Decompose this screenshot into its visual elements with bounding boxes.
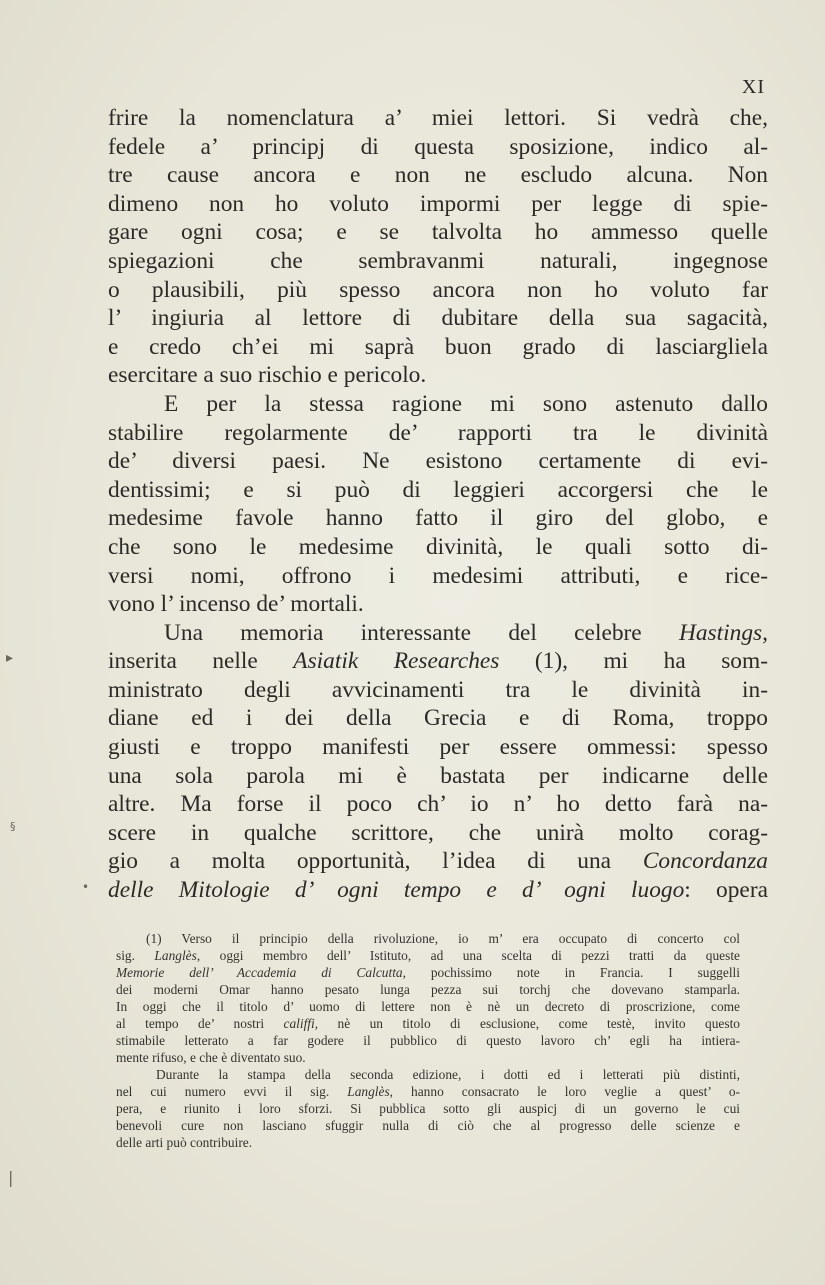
text-line: Una memoria interessante del celebre Hastings,	[164, 619, 768, 646]
margin-mark-icon: |	[8, 1168, 14, 1187]
main-text-block	[108, 104, 768, 905]
text-line: ministrato degli avvicinamenti tra le divinità in-	[108, 676, 768, 703]
footnote-line: benevoli cure non lasciano sfuggir nulla di ciò che al progresso delle scienze e	[116, 1118, 740, 1133]
footnote-line: nel cui numero evvi il sig. Langlès, hanno consacrato le loro veglie a quest’ o-	[116, 1084, 740, 1099]
footnote-line: delle arti può contribuire.	[116, 1135, 253, 1150]
text-line: versi nomi, offrono i medesimi attributi, e rice-	[108, 562, 768, 589]
footnote-line: sig. Langlès, oggi membro dell’ Istituto, ad una scelta di pezzi tratti da queste	[116, 948, 740, 963]
text-line: vono l’ incenso de’ mortali.	[108, 591, 364, 618]
text-line: medesime favole hanno fatto il giro del globo, e	[108, 505, 768, 532]
text-line: che sono le medesime divinità, le quali sotto di-	[108, 533, 768, 560]
footnote-line: mente rifuso, e che è diventato suo.	[116, 1050, 306, 1065]
italic-text: Langlès	[347, 1084, 390, 1099]
text-line: una sola parola mi è bastata per indicarne delle	[108, 762, 768, 789]
text-line: dimeno non ho voluto impormi per legge di spie-	[108, 190, 768, 217]
footnote-line: In oggi che il titolo d’ uomo di lettere non è nè un decreto di proscrizione, come	[116, 999, 740, 1014]
ink-dot-icon: •	[82, 880, 90, 894]
text-line: stabilire regolarmente de’ rapporti tra le divinità	[108, 419, 768, 446]
text-line: o plausibili, più spesso ancora non ho voluto far	[108, 276, 768, 303]
text-line: altre. Ma forse il poco ch’ io n’ ho detto farà na-	[108, 791, 768, 818]
italic-text: califfi	[283, 1016, 315, 1031]
italic-text: Asiatik Researches	[293, 648, 500, 675]
margin-mark-icon: §	[10, 820, 16, 833]
italic-text: delle Mitologie d’ ogni tempo e d’ ogni luogo	[108, 877, 685, 904]
text-line: diane ed i dei della Grecia e di Roma, troppo	[108, 705, 768, 732]
page-number: XI	[741, 76, 765, 98]
text-line: fedele a’ principj di questa sposizione, indico al-	[108, 133, 768, 160]
text-line: giusti e troppo manifesti per essere ommessi: spesso	[108, 734, 768, 761]
footnote-line: pera, e riunito i loro sforzi. Si pubblica sotto gli auspicj di un governo le cui	[116, 1101, 740, 1116]
text-line: gio a molta opportunità, l’idea di una Concordanza	[108, 848, 768, 875]
text-line: frire la nomenclatura a’ miei lettori. Si vedrà che,	[108, 105, 768, 131]
footnote-line: dei moderni Omar hanno pesato lunga pezza sui torchj che dovevano stamparla.	[116, 982, 740, 997]
text-line: tre cause ancora e non ne escludo alcuna. Non	[108, 162, 768, 189]
italic-text: Hastings,	[678, 619, 768, 646]
italic-text: Memorie dell’ Accademia di Calcutta	[116, 965, 403, 980]
text-line: l’ ingiuria al lettore di dubitare della sua sagacità,	[108, 305, 768, 332]
footnotes-block	[116, 930, 740, 1151]
footnote-line: (1) Verso il principio della rivoluzione, io m’ era occupato di concerto col	[146, 931, 740, 946]
italic-text: Concordanza	[642, 848, 768, 875]
text-line: dentissimi; e si può di leggieri accorgersi che le	[108, 476, 768, 503]
text-line: inserita nelle Asiatik Researches (1), mi ha som-	[108, 648, 768, 675]
margin-mark-icon: ▸	[6, 650, 14, 666]
text-line: scere in qualche scrittore, che unirà molto corag-	[108, 819, 768, 846]
text-line: E per la stessa ragione mi sono astenuto dallo	[164, 390, 768, 417]
text-line: spiegazioni che sembravanmi naturali, ingegnose	[108, 247, 768, 274]
italic-text: Langlès	[154, 948, 197, 963]
footnote-line: al tempo de’ nostri califfi, nè un titolo di esclusione, come testè, invito questo	[116, 1016, 740, 1031]
text-line: e credo ch’ei mi saprà buon grado di lasciargliela	[108, 333, 768, 360]
footnote-line: Memorie dell’ Accademia di Calcutta, pochissimo note in Francia. I suggelli	[116, 965, 740, 980]
text-line: gare ogni cosa; e se talvolta ho ammesso quelle	[108, 219, 768, 246]
text-line: de’ diversi paesi. Ne esistono certamente di evi-	[108, 448, 768, 475]
footnote-line: Durante la stampa della seconda edizione, i dotti ed i letterati più distinti,	[156, 1067, 740, 1082]
footnote-line: stimabile letterato a far godere il pubblico di questo lavoro ch’ egli ha intiera-	[116, 1033, 740, 1048]
text-line: esercitare a suo rischio e pericolo.	[108, 362, 427, 389]
text-line: delle Mitologie d’ ogni tempo e d’ ogni luogo: opera	[108, 877, 768, 904]
